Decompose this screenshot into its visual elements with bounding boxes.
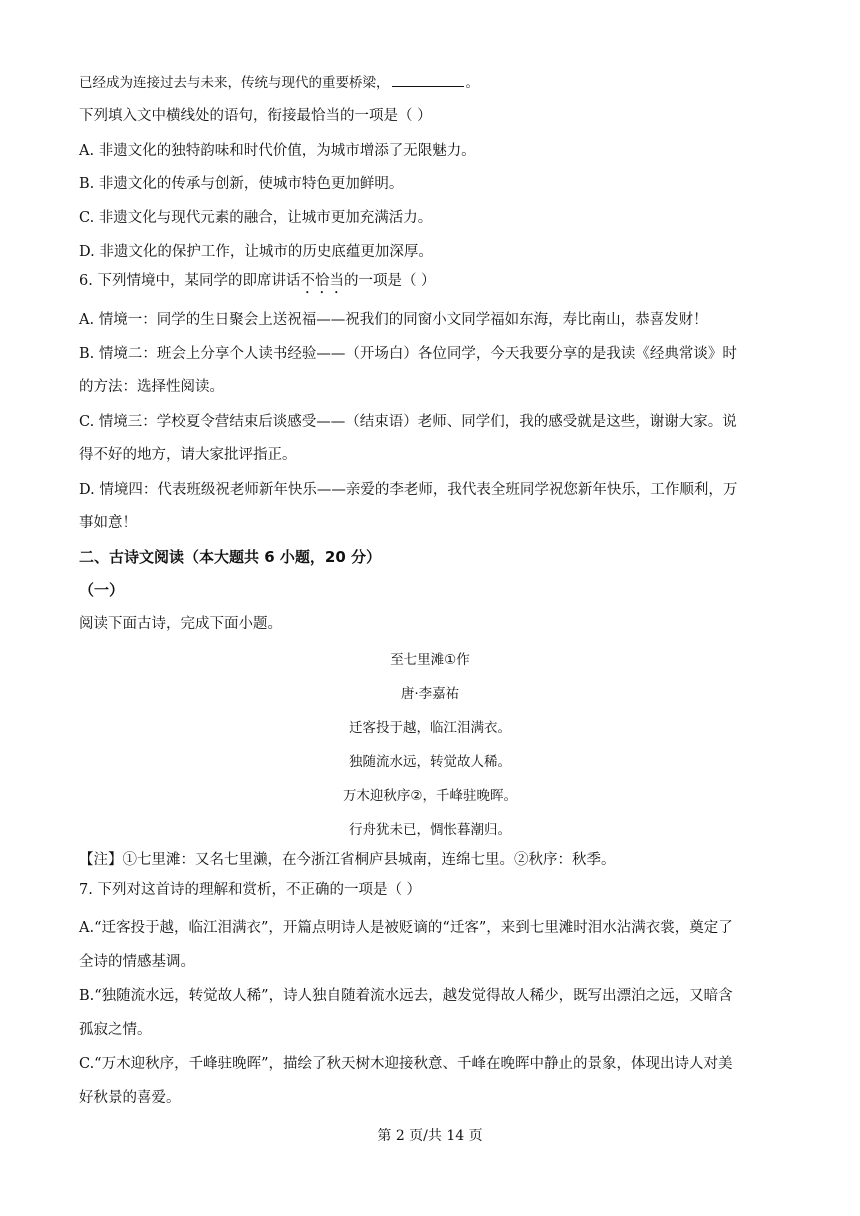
poem-title: 至七里滩①作 bbox=[390, 652, 470, 668]
q6-option-b-line1: B. 情境二：班会上分享个人读书经验——（开场白）各位同学，今天我要分享的是我读《经典常谈》时 bbox=[79, 346, 737, 362]
q6-option-d-line2: 事如意！ bbox=[79, 515, 137, 531]
q7-option-c-line2: 好秋景的喜爱。 bbox=[79, 1090, 181, 1106]
q5-option-d: D. 非遗文化的保护工作，让城市的历史底蕴更加深厚。 bbox=[79, 244, 433, 260]
poem-line-2: 独随流水远，转觉故人稀。 bbox=[349, 754, 511, 770]
poem-line-4: 行舟犹未已，惆怅暮潮归。 bbox=[349, 822, 511, 838]
line-1 bbox=[79, 73, 479, 93]
q7-option-b-line1: B.“独随流水远，转觉故人稀”，诗人独自随着流水远去，越发觉得故人稀少，既写出漂泊之远，又暗含 bbox=[79, 988, 733, 1004]
q6-stem bbox=[79, 271, 436, 297]
poem-line-3: 万木迎秋序②，千峰驻晚晖。 bbox=[342, 788, 518, 804]
q7-stem: 7. 下列对这首诗的理解和赏析，不正确的一项是（ ） bbox=[79, 882, 422, 898]
q5-option-a: A. 非遗文化的独特韵味和时代价值，为城市增添了无限魅力。 bbox=[79, 143, 476, 159]
q6-emphasis: 不恰当 bbox=[300, 273, 344, 289]
q5-option-b: B. 非遗文化的传承与创新，使城市特色更加鲜明。 bbox=[79, 176, 404, 192]
q6-option-d-line1: D. 情境四：代表班级祝老师新年快乐——亲爱的李老师，我代表全班同学祝您新年快乐，工作顺利，万 bbox=[79, 482, 738, 498]
poem-note: 【注】①七里滩：又名七里濑，在今浙江省桐庐县城南，连绵七里。②秋序：秋季。 bbox=[79, 852, 616, 868]
q6-option-c-line2: 得不好的地方，请大家批评指正。 bbox=[79, 447, 297, 463]
page-footer: 第 2 页/共 14 页 bbox=[377, 1128, 483, 1144]
q7-option-a-line2: 全诗的情感基调。 bbox=[79, 954, 195, 970]
q6-stem-pre: 6. 下列情境中，某同学的即席讲话 bbox=[79, 273, 301, 289]
section-heading: 二、古诗文阅读（本大题共 6 小题，20 分） bbox=[79, 548, 381, 566]
q6-stem-post: 的一项是（ ） bbox=[343, 273, 436, 289]
line-1-text: 已经成为连接过去与未来，传统与现代的重要桥梁， bbox=[79, 75, 390, 91]
q6-option-a: A. 情境一：同学的生日聚会上送祝福——祝我们的同窗小文同学福如东海，寿比南山，恭喜发财！ bbox=[79, 312, 708, 328]
fill-blank bbox=[392, 74, 464, 87]
q7-option-b-line2: 孤寂之情。 bbox=[79, 1022, 152, 1038]
poem-author: 唐·李嘉祐 bbox=[400, 686, 460, 702]
q6-option-c-line1: C. 情境三：学校夏令营结束后谈感受——（结束语）老师、同学们，我的感受就是这些，谢谢大家。说 bbox=[79, 414, 737, 430]
poem-line-1: 迁客投于越，临江泪满衣。 bbox=[349, 720, 511, 736]
q7-option-a-line1: A.“迁客投于越，临江泪满衣”，开篇点明诗人是被贬谪的“迁客”，来到七里滩时泪水沾满衣裳，奠定了 bbox=[79, 920, 733, 936]
line-1-end: 。 bbox=[465, 75, 479, 91]
subsection-heading: （一） bbox=[79, 581, 125, 599]
q5-option-c: C. 非遗文化与现代元素的融合，让城市更加充满活力。 bbox=[79, 210, 433, 226]
instruction: 阅读下面古诗，完成下面小题。 bbox=[79, 616, 282, 632]
q5-stem: 下列填入文中横线处的语句，衔接最恰当的一项是（ ） bbox=[79, 108, 432, 124]
q7-option-c-line1: C.“万木迎秋序，千峰驻晚晖”，描绘了秋天树木迎接秋意、千峰在晚晖中静止的景象，体现出诗人对美 bbox=[79, 1056, 733, 1072]
q6-option-b-line2: 的方法：选择性阅读。 bbox=[79, 379, 224, 395]
